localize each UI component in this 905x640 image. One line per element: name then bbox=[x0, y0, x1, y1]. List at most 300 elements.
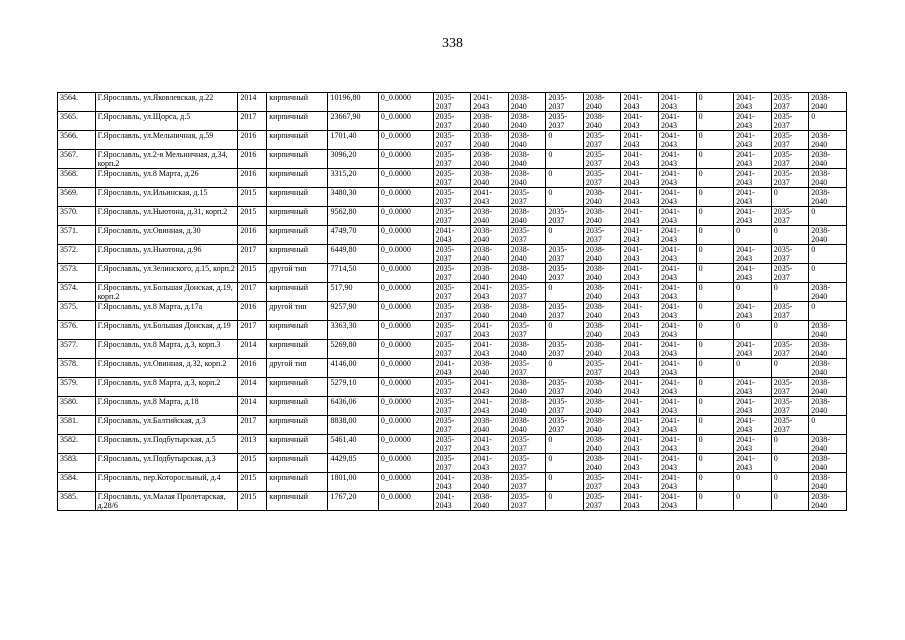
cell-year: 2014 bbox=[238, 340, 267, 359]
cell-period-2: 2038-2040 bbox=[471, 112, 509, 131]
cell-period-11: 2038-2040 bbox=[809, 435, 847, 454]
cell-period-5: 2038-2040 bbox=[583, 416, 621, 435]
cell-period-8: 0 bbox=[696, 435, 734, 454]
cell-period-11: 2038-2040 bbox=[809, 283, 847, 302]
cell-period-4: 0 bbox=[546, 131, 584, 150]
table-row bbox=[58, 378, 847, 397]
cell-wall-material: кирпичный bbox=[267, 112, 328, 131]
cell-area: 10196,80 bbox=[328, 93, 378, 112]
cell-period-9: 2041-2043 bbox=[734, 150, 772, 169]
cell-row-number: 3580. bbox=[58, 397, 96, 416]
cell-period-5: 2038-2040 bbox=[583, 302, 621, 321]
cell-period-5: 2035-2037 bbox=[583, 492, 621, 511]
cell-address: Г.Ярославль, ул.Ильинская, д.15 bbox=[95, 188, 238, 207]
cell-period-6: 2041-2043 bbox=[621, 473, 659, 492]
cell-address: Г.Ярославль, ул.Балтийская, д.3 bbox=[95, 416, 238, 435]
cell-period-2: 2038-2040 bbox=[471, 226, 509, 245]
cell-period-9: 2041-2043 bbox=[734, 454, 772, 473]
cell-period-6: 2041-2043 bbox=[621, 93, 659, 112]
table-row bbox=[58, 245, 847, 264]
cell-period-2: 2038-2040 bbox=[471, 131, 509, 150]
cell-wall-material: кирпичный bbox=[267, 93, 328, 112]
cell-period-10: 0 bbox=[771, 454, 809, 473]
cell-period-7: 2041-2043 bbox=[659, 397, 697, 416]
cell-row-number: 3581. bbox=[58, 416, 96, 435]
cell-year: 2016 bbox=[238, 302, 267, 321]
cell-period-5: 2038-2040 bbox=[583, 283, 621, 302]
cell-code: 0_0.0000 bbox=[378, 169, 433, 188]
cell-period-11: 2038-2040 bbox=[809, 454, 847, 473]
cell-wall-material: кирпичный bbox=[267, 397, 328, 416]
cell-row-number: 3578. bbox=[58, 359, 96, 378]
cell-period-4: 2035-2037 bbox=[546, 245, 584, 264]
cell-row-number: 3577. bbox=[58, 340, 96, 359]
cell-period-8: 0 bbox=[696, 492, 734, 511]
cell-period-1: 2035-2037 bbox=[433, 245, 471, 264]
table-row bbox=[58, 226, 847, 245]
cell-period-1: 2035-2037 bbox=[433, 378, 471, 397]
cell-period-8: 0 bbox=[696, 131, 734, 150]
cell-wall-material: кирпичный bbox=[267, 492, 328, 511]
cell-address: Г.Ярославль, ул.Большая Донская, д.19 bbox=[95, 321, 238, 340]
cell-period-8: 0 bbox=[696, 150, 734, 169]
cell-row-number: 3570. bbox=[58, 207, 96, 226]
cell-year: 2015 bbox=[238, 207, 267, 226]
cell-period-5: 2035-2037 bbox=[583, 131, 621, 150]
cell-period-7: 2041-2043 bbox=[659, 378, 697, 397]
cell-period-10: 2035-2037 bbox=[771, 150, 809, 169]
table-row bbox=[58, 435, 847, 454]
cell-period-8: 0 bbox=[696, 321, 734, 340]
table-row bbox=[58, 416, 847, 435]
cell-period-7: 2041-2043 bbox=[659, 340, 697, 359]
cell-row-number: 3569. bbox=[58, 188, 96, 207]
cell-period-7: 2041-2043 bbox=[659, 302, 697, 321]
cell-code: 0_0.0000 bbox=[378, 188, 433, 207]
cell-period-7: 2041-2043 bbox=[659, 473, 697, 492]
cell-row-number: 3583. bbox=[58, 454, 96, 473]
cell-row-number: 3575. bbox=[58, 302, 96, 321]
cell-period-6: 2041-2043 bbox=[621, 378, 659, 397]
cell-period-11: 2038-2040 bbox=[809, 169, 847, 188]
cell-period-3: 2038-2040 bbox=[508, 416, 546, 435]
cell-address: Г.Ярославль, ул.Зелинского, д.15, корп.2 bbox=[95, 264, 238, 283]
table-row bbox=[58, 131, 847, 150]
cell-row-number: 3568. bbox=[58, 169, 96, 188]
table-row bbox=[58, 492, 847, 511]
cell-period-2: 2038-2040 bbox=[471, 473, 509, 492]
cell-wall-material: кирпичный bbox=[267, 378, 328, 397]
cell-period-10: 0 bbox=[771, 188, 809, 207]
cell-period-8: 0 bbox=[696, 207, 734, 226]
cell-period-3: 2035-2037 bbox=[508, 188, 546, 207]
cell-row-number: 3576. bbox=[58, 321, 96, 340]
cell-wall-material: другой тип bbox=[267, 359, 328, 378]
cell-period-7: 2041-2043 bbox=[659, 245, 697, 264]
cell-period-6: 2041-2043 bbox=[621, 283, 659, 302]
cell-period-2: 2038-2040 bbox=[471, 492, 509, 511]
cell-year: 2015 bbox=[238, 188, 267, 207]
cell-period-8: 0 bbox=[696, 112, 734, 131]
cell-year: 2013 bbox=[238, 435, 267, 454]
cell-year: 2015 bbox=[238, 264, 267, 283]
cell-period-11: 2038-2040 bbox=[809, 188, 847, 207]
cell-wall-material: другой тип bbox=[267, 264, 328, 283]
cell-wall-material: кирпичный bbox=[267, 283, 328, 302]
cell-row-number: 3582. bbox=[58, 435, 96, 454]
cell-period-9: 2041-2043 bbox=[734, 378, 772, 397]
cell-period-6: 2041-2043 bbox=[621, 359, 659, 378]
cell-period-5: 2035-2037 bbox=[583, 473, 621, 492]
cell-period-6: 2041-2043 bbox=[621, 150, 659, 169]
housing-registry-table bbox=[57, 92, 847, 511]
cell-period-7: 2041-2043 bbox=[659, 226, 697, 245]
cell-period-6: 2041-2043 bbox=[621, 416, 659, 435]
cell-period-2: 2041-2043 bbox=[471, 188, 509, 207]
cell-row-number: 3564. bbox=[58, 93, 96, 112]
cell-period-5: 2038-2040 bbox=[583, 435, 621, 454]
cell-period-3: 2035-2037 bbox=[508, 283, 546, 302]
cell-period-1: 2035-2037 bbox=[433, 321, 471, 340]
cell-period-3: 2035-2037 bbox=[508, 226, 546, 245]
table-body bbox=[58, 93, 847, 511]
cell-period-8: 0 bbox=[696, 188, 734, 207]
cell-year: 2017 bbox=[238, 283, 267, 302]
cell-code: 0_0.0000 bbox=[378, 378, 433, 397]
cell-wall-material: кирпичный bbox=[267, 207, 328, 226]
cell-year: 2015 bbox=[238, 492, 267, 511]
cell-period-11: 2038-2040 bbox=[809, 93, 847, 112]
cell-period-1: 2041-2043 bbox=[433, 473, 471, 492]
cell-period-11: 0 bbox=[809, 416, 847, 435]
cell-row-number: 3579. bbox=[58, 378, 96, 397]
cell-period-9: 2041-2043 bbox=[734, 93, 772, 112]
cell-area: 5461,40 bbox=[328, 435, 378, 454]
cell-address: Г.Ярославль, ул.8 Марта, д.3, корп.2 bbox=[95, 378, 238, 397]
cell-area: 4429,85 bbox=[328, 454, 378, 473]
cell-code: 0_0.0000 bbox=[378, 473, 433, 492]
cell-period-5: 2038-2040 bbox=[583, 188, 621, 207]
cell-period-4: 0 bbox=[546, 359, 584, 378]
cell-period-11: 0 bbox=[809, 245, 847, 264]
cell-wall-material: кирпичный bbox=[267, 188, 328, 207]
cell-period-1: 2035-2037 bbox=[433, 264, 471, 283]
cell-period-11: 2038-2040 bbox=[809, 378, 847, 397]
cell-period-2: 2041-2043 bbox=[471, 321, 509, 340]
cell-period-4: 0 bbox=[546, 150, 584, 169]
cell-period-3: 2038-2040 bbox=[508, 340, 546, 359]
cell-area: 5279,10 bbox=[328, 378, 378, 397]
cell-area: 4146,00 bbox=[328, 359, 378, 378]
cell-period-8: 0 bbox=[696, 454, 734, 473]
cell-area: 6449,80 bbox=[328, 245, 378, 264]
cell-period-1: 2035-2037 bbox=[433, 188, 471, 207]
cell-period-10: 0 bbox=[771, 226, 809, 245]
cell-period-3: 2038-2040 bbox=[508, 264, 546, 283]
cell-period-10: 0 bbox=[771, 321, 809, 340]
cell-row-number: 3574. bbox=[58, 283, 96, 302]
cell-period-10: 2035-2037 bbox=[771, 169, 809, 188]
cell-wall-material: кирпичный bbox=[267, 454, 328, 473]
cell-period-9: 2041-2043 bbox=[734, 169, 772, 188]
cell-period-7: 2041-2043 bbox=[659, 264, 697, 283]
cell-period-1: 2041-2043 bbox=[433, 492, 471, 511]
cell-period-2: 2041-2043 bbox=[471, 435, 509, 454]
cell-period-4: 0 bbox=[546, 435, 584, 454]
table-row bbox=[58, 283, 847, 302]
cell-address: Г.Ярославль, ул.Щорса, д.5 bbox=[95, 112, 238, 131]
cell-period-1: 2035-2037 bbox=[433, 302, 471, 321]
cell-period-2: 2038-2040 bbox=[471, 207, 509, 226]
cell-period-3: 2038-2040 bbox=[508, 245, 546, 264]
cell-code: 0_0.0000 bbox=[378, 340, 433, 359]
cell-area: 3315,20 bbox=[328, 169, 378, 188]
cell-period-5: 2038-2040 bbox=[583, 93, 621, 112]
cell-wall-material: другой тип bbox=[267, 302, 328, 321]
cell-code: 0_0.0000 bbox=[378, 416, 433, 435]
cell-address: Г.Ярославль, ул.Малая Пролетарская, д.28/6 bbox=[95, 492, 238, 511]
cell-period-6: 2041-2043 bbox=[621, 188, 659, 207]
cell-period-3: 2038-2040 bbox=[508, 131, 546, 150]
table-row bbox=[58, 112, 847, 131]
cell-year: 2014 bbox=[238, 93, 267, 112]
cell-period-1: 2035-2037 bbox=[433, 283, 471, 302]
cell-period-5: 2035-2037 bbox=[583, 150, 621, 169]
cell-period-9: 0 bbox=[734, 283, 772, 302]
cell-period-7: 2041-2043 bbox=[659, 207, 697, 226]
cell-period-10: 2035-2037 bbox=[771, 131, 809, 150]
cell-period-1: 2041-2043 bbox=[433, 226, 471, 245]
cell-wall-material: кирпичный bbox=[267, 473, 328, 492]
cell-period-11: 0 bbox=[809, 302, 847, 321]
cell-wall-material: кирпичный bbox=[267, 131, 328, 150]
cell-period-6: 2041-2043 bbox=[621, 302, 659, 321]
cell-period-8: 0 bbox=[696, 169, 734, 188]
cell-year: 2016 bbox=[238, 150, 267, 169]
cell-period-6: 2041-2043 bbox=[621, 207, 659, 226]
table-row bbox=[58, 169, 847, 188]
cell-period-4: 0 bbox=[546, 283, 584, 302]
cell-area: 517,90 bbox=[328, 283, 378, 302]
cell-period-4: 0 bbox=[546, 188, 584, 207]
cell-period-7: 2041-2043 bbox=[659, 416, 697, 435]
cell-period-8: 0 bbox=[696, 226, 734, 245]
cell-period-1: 2035-2037 bbox=[433, 397, 471, 416]
cell-period-11: 0 bbox=[809, 112, 847, 131]
cell-period-5: 2038-2040 bbox=[583, 340, 621, 359]
cell-code: 0_0.0000 bbox=[378, 207, 433, 226]
cell-period-4: 2035-2037 bbox=[546, 397, 584, 416]
cell-period-6: 2041-2043 bbox=[621, 397, 659, 416]
cell-area: 9257,90 bbox=[328, 302, 378, 321]
cell-period-8: 0 bbox=[696, 264, 734, 283]
cell-period-5: 2038-2040 bbox=[583, 378, 621, 397]
cell-period-10: 2035-2037 bbox=[771, 112, 809, 131]
cell-period-9: 2041-2043 bbox=[734, 397, 772, 416]
cell-period-1: 2035-2037 bbox=[433, 169, 471, 188]
cell-period-2: 2038-2040 bbox=[471, 150, 509, 169]
cell-year: 2014 bbox=[238, 378, 267, 397]
cell-area: 5269,80 bbox=[328, 340, 378, 359]
cell-period-7: 2041-2043 bbox=[659, 112, 697, 131]
cell-code: 0_0.0000 bbox=[378, 454, 433, 473]
cell-period-6: 2041-2043 bbox=[621, 131, 659, 150]
cell-code: 0_0.0000 bbox=[378, 112, 433, 131]
cell-period-2: 2038-2040 bbox=[471, 302, 509, 321]
cell-period-1: 2035-2037 bbox=[433, 435, 471, 454]
cell-period-5: 2038-2040 bbox=[583, 207, 621, 226]
cell-period-10: 0 bbox=[771, 473, 809, 492]
cell-period-7: 2041-2043 bbox=[659, 169, 697, 188]
cell-code: 0_0.0000 bbox=[378, 321, 433, 340]
cell-period-3: 2038-2040 bbox=[508, 93, 546, 112]
cell-year: 2016 bbox=[238, 226, 267, 245]
cell-period-9: 2041-2043 bbox=[734, 302, 772, 321]
cell-period-8: 0 bbox=[696, 397, 734, 416]
cell-period-8: 0 bbox=[696, 359, 734, 378]
cell-period-9: 2041-2043 bbox=[734, 188, 772, 207]
cell-period-2: 2041-2043 bbox=[471, 283, 509, 302]
cell-area: 9562,80 bbox=[328, 207, 378, 226]
cell-area: 7714,50 bbox=[328, 264, 378, 283]
cell-period-5: 2038-2040 bbox=[583, 321, 621, 340]
cell-period-9: 2041-2043 bbox=[734, 112, 772, 131]
cell-period-9: 2041-2043 bbox=[734, 340, 772, 359]
cell-code: 0_0.0000 bbox=[378, 226, 433, 245]
table-row bbox=[58, 340, 847, 359]
cell-year: 2016 bbox=[238, 131, 267, 150]
cell-period-3: 2035-2037 bbox=[508, 473, 546, 492]
cell-period-2: 2038-2040 bbox=[471, 359, 509, 378]
cell-period-3: 2038-2040 bbox=[508, 397, 546, 416]
cell-period-11: 2038-2040 bbox=[809, 321, 847, 340]
cell-period-11: 2038-2040 bbox=[809, 340, 847, 359]
cell-period-4: 2035-2037 bbox=[546, 302, 584, 321]
cell-code: 0_0.0000 bbox=[378, 131, 433, 150]
cell-area: 3480,30 bbox=[328, 188, 378, 207]
cell-period-1: 2035-2037 bbox=[433, 112, 471, 131]
cell-row-number: 3572. bbox=[58, 245, 96, 264]
cell-address: Г.Ярославль, ул.Подбутырская, д.3 bbox=[95, 454, 238, 473]
cell-period-9: 0 bbox=[734, 492, 772, 511]
cell-period-3: 2035-2037 bbox=[508, 454, 546, 473]
table-row bbox=[58, 321, 847, 340]
cell-period-4: 2035-2037 bbox=[546, 112, 584, 131]
cell-year: 2016 bbox=[238, 359, 267, 378]
cell-period-8: 0 bbox=[696, 416, 734, 435]
cell-period-10: 2035-2037 bbox=[771, 416, 809, 435]
cell-period-8: 0 bbox=[696, 283, 734, 302]
cell-address: Г.Ярославль, пер.Которосльный, д.4 bbox=[95, 473, 238, 492]
cell-period-2: 2038-2040 bbox=[471, 264, 509, 283]
cell-period-11: 2038-2040 bbox=[809, 473, 847, 492]
cell-code: 0_0.0000 bbox=[378, 264, 433, 283]
cell-period-7: 2041-2043 bbox=[659, 93, 697, 112]
cell-period-10: 2035-2037 bbox=[771, 207, 809, 226]
cell-period-9: 0 bbox=[734, 473, 772, 492]
cell-period-2: 2041-2043 bbox=[471, 340, 509, 359]
cell-period-8: 0 bbox=[696, 378, 734, 397]
cell-area: 3096,20 bbox=[328, 150, 378, 169]
cell-address: Г.Ярославль, ул.Ньютона, д.31, корп.2 bbox=[95, 207, 238, 226]
cell-address: Г.Ярославль, ул.Овинная, д.32, корп.2 bbox=[95, 359, 238, 378]
cell-period-1: 2035-2037 bbox=[433, 454, 471, 473]
cell-period-6: 2041-2043 bbox=[621, 264, 659, 283]
cell-wall-material: кирпичный bbox=[267, 435, 328, 454]
cell-address: Г.Ярославль, ул.8 Марта, д.18 bbox=[95, 397, 238, 416]
cell-period-7: 2041-2043 bbox=[659, 283, 697, 302]
cell-period-5: 2035-2037 bbox=[583, 226, 621, 245]
cell-period-4: 2035-2037 bbox=[546, 93, 584, 112]
table-row bbox=[58, 359, 847, 378]
cell-area: 1767,20 bbox=[328, 492, 378, 511]
cell-row-number: 3565. bbox=[58, 112, 96, 131]
cell-address: Г.Ярославль, ул.2-я Мельничная, д.34, корп.2 bbox=[95, 150, 238, 169]
cell-period-5: 2038-2040 bbox=[583, 112, 621, 131]
cell-address: Г.Ярославль, ул.8 Марта, д.3, корп.3 bbox=[95, 340, 238, 359]
cell-wall-material: кирпичный bbox=[267, 321, 328, 340]
cell-period-4: 2035-2037 bbox=[546, 264, 584, 283]
cell-period-10: 2035-2037 bbox=[771, 93, 809, 112]
cell-period-4: 0 bbox=[546, 492, 584, 511]
cell-wall-material: кирпичный bbox=[267, 340, 328, 359]
cell-year: 2016 bbox=[238, 169, 267, 188]
cell-period-7: 2041-2043 bbox=[659, 321, 697, 340]
cell-period-6: 2041-2043 bbox=[621, 340, 659, 359]
cell-row-number: 3573. bbox=[58, 264, 96, 283]
cell-period-10: 0 bbox=[771, 435, 809, 454]
cell-period-11: 2038-2040 bbox=[809, 131, 847, 150]
cell-row-number: 3584. bbox=[58, 473, 96, 492]
cell-period-2: 2041-2043 bbox=[471, 378, 509, 397]
cell-period-9: 2041-2043 bbox=[734, 416, 772, 435]
cell-period-7: 2041-2043 bbox=[659, 359, 697, 378]
table-row bbox=[58, 473, 847, 492]
cell-year: 2015 bbox=[238, 473, 267, 492]
cell-period-8: 0 bbox=[696, 302, 734, 321]
cell-area: 4749,70 bbox=[328, 226, 378, 245]
cell-code: 0_0.0000 bbox=[378, 283, 433, 302]
cell-period-7: 2041-2043 bbox=[659, 492, 697, 511]
cell-period-4: 0 bbox=[546, 473, 584, 492]
table-row bbox=[58, 150, 847, 169]
cell-period-5: 2035-2037 bbox=[583, 169, 621, 188]
cell-row-number: 3585. bbox=[58, 492, 96, 511]
cell-code: 0_0.0000 bbox=[378, 302, 433, 321]
cell-period-1: 2035-2037 bbox=[433, 93, 471, 112]
cell-period-3: 2038-2040 bbox=[508, 169, 546, 188]
cell-code: 0_0.0000 bbox=[378, 150, 433, 169]
cell-period-6: 2041-2043 bbox=[621, 245, 659, 264]
cell-address: Г.Ярославль, ул.Овинная, д.30 bbox=[95, 226, 238, 245]
table-row bbox=[58, 397, 847, 416]
cell-period-3: 2035-2037 bbox=[508, 359, 546, 378]
table-row bbox=[58, 454, 847, 473]
cell-period-5: 2038-2040 bbox=[583, 264, 621, 283]
page-number: 338 bbox=[442, 36, 463, 51]
cell-period-1: 2041-2043 bbox=[433, 359, 471, 378]
cell-period-10: 2035-2037 bbox=[771, 378, 809, 397]
cell-period-3: 2038-2040 bbox=[508, 207, 546, 226]
cell-period-1: 2035-2037 bbox=[433, 340, 471, 359]
cell-period-3: 2035-2037 bbox=[508, 435, 546, 454]
cell-code: 0_0.0000 bbox=[378, 245, 433, 264]
cell-period-1: 2035-2037 bbox=[433, 416, 471, 435]
table-row bbox=[58, 188, 847, 207]
cell-period-6: 2041-2043 bbox=[621, 321, 659, 340]
cell-period-7: 2041-2043 bbox=[659, 454, 697, 473]
cell-address: Г.Ярославль, ул.Ньютона, д.96 bbox=[95, 245, 238, 264]
